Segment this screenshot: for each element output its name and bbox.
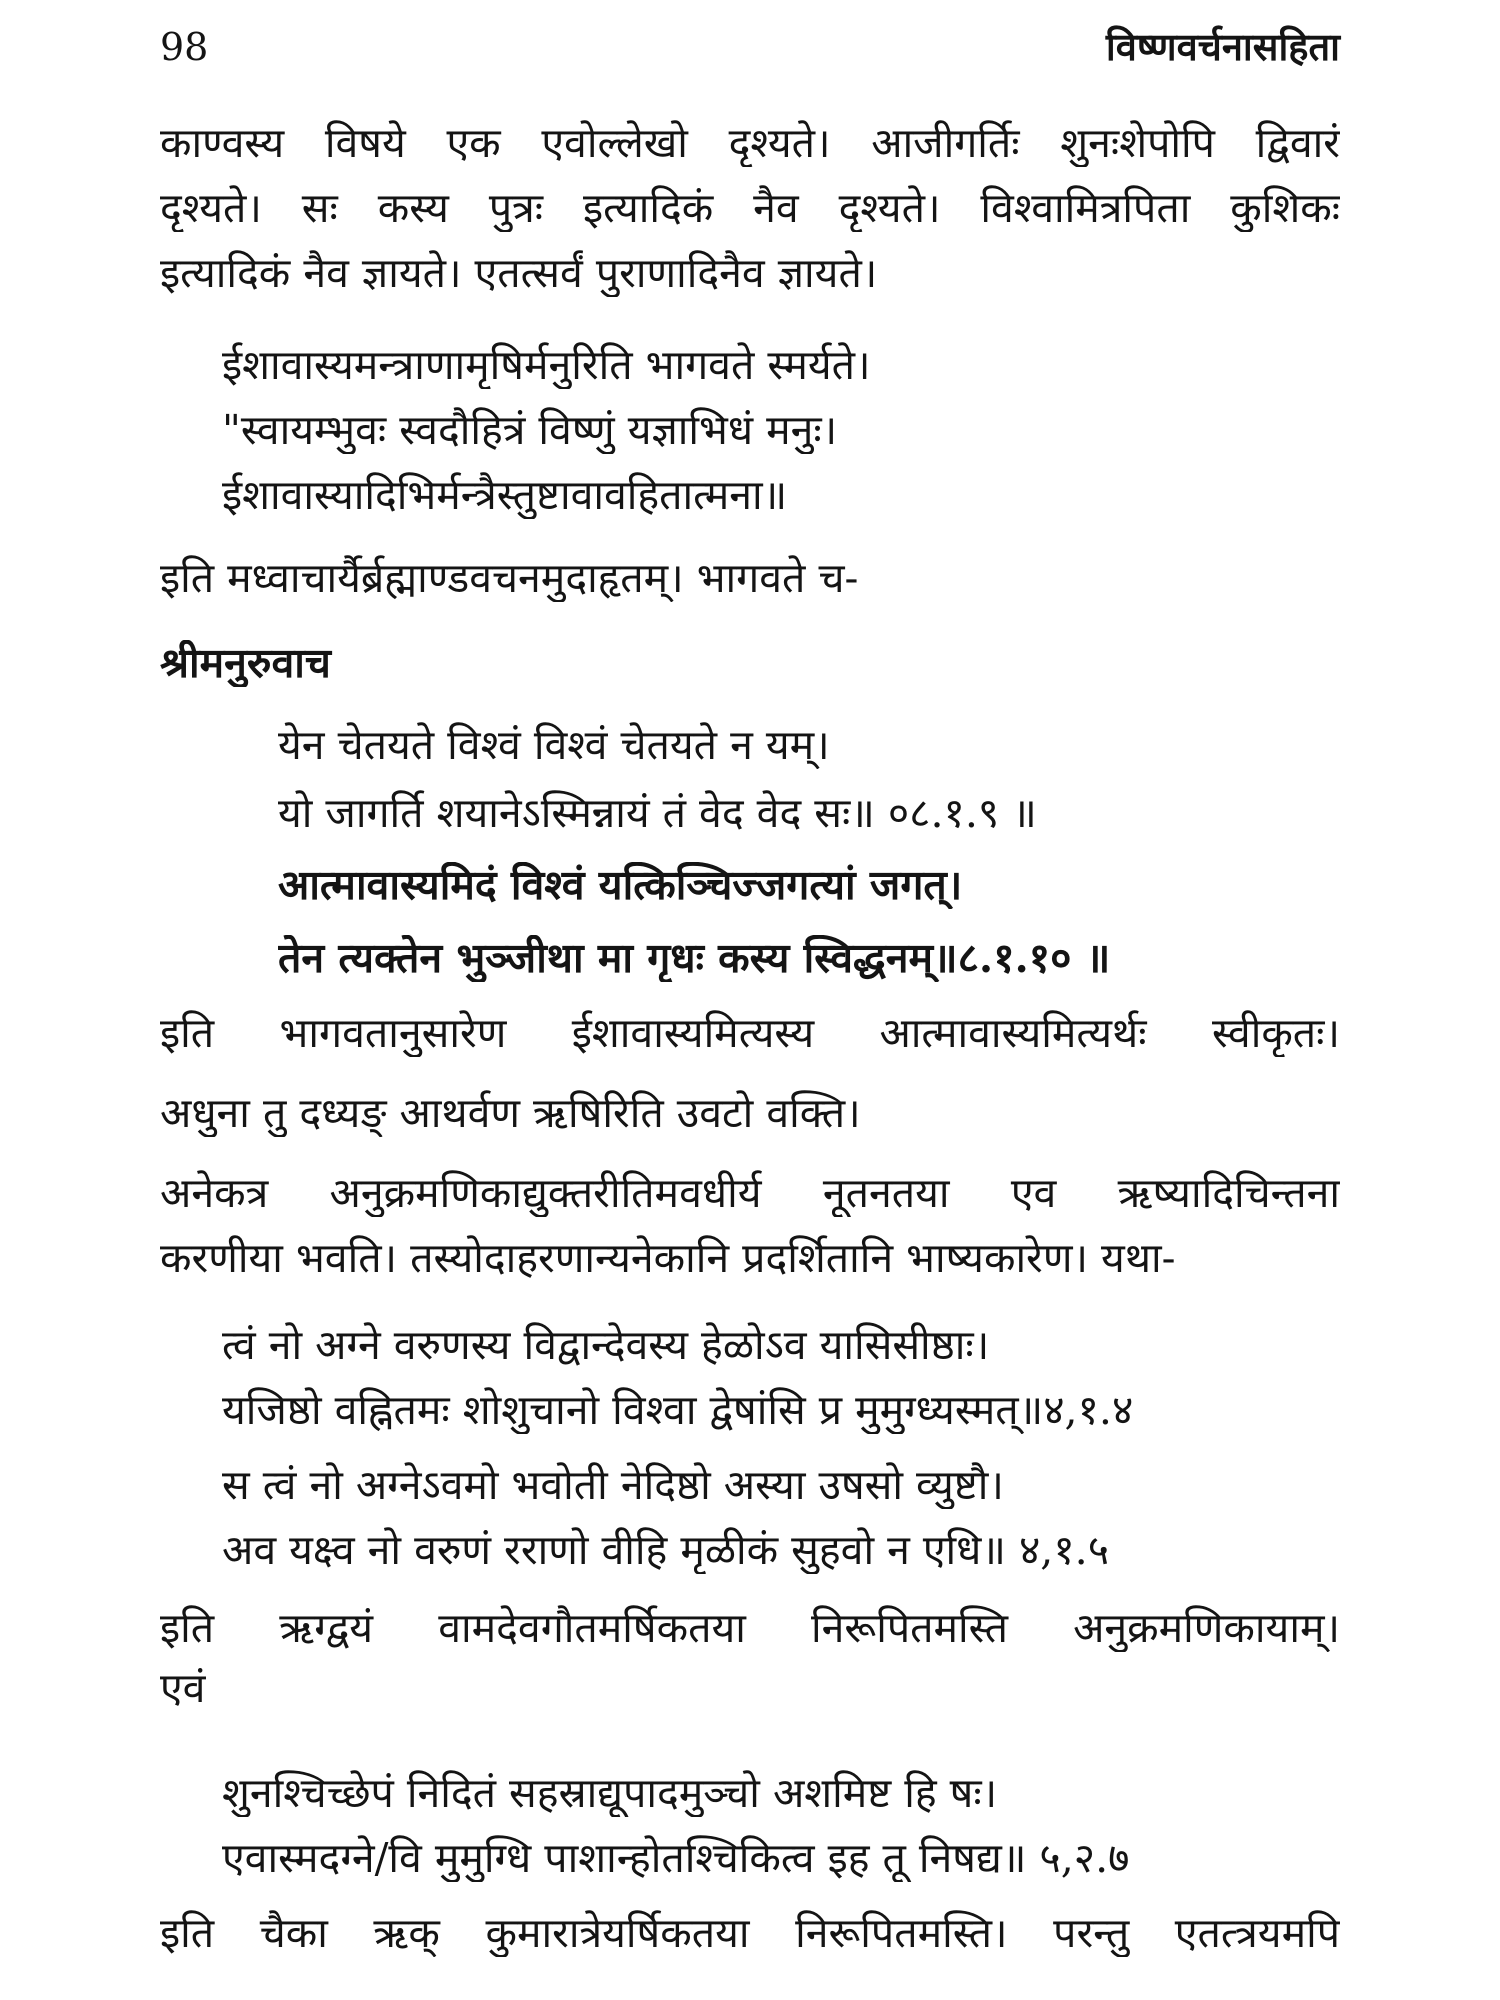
verse-line: त्वं नो अग्ने वरुणस्य विद्वान्देवस्य हेळोऽव यासिसीष्ठाः। bbox=[222, 1322, 990, 1369]
prose-line: इति चैका ऋक् कुमारात्रेयर्षिकतया निरूपितमस्ति। परन्तु एतत्त्रयमपि bbox=[160, 1910, 1340, 1957]
verse-line-bold: आत्मावास्यमिदं विश्वं यत्किञ्चिज्जगत्यां जगत्। bbox=[278, 862, 963, 909]
prose-line: इति भागवतानुसारेण ईशावास्यमित्यस्य आत्मावास्यमित्यर्थः स्वीकृतः। bbox=[160, 1010, 1340, 1057]
page-number: 98 bbox=[160, 25, 209, 69]
verse-line: एवास्मदग्ने/वि मुमुग्धि पाशान्होतश्चिकित्व इह तू निषद्य॥ ५,२.७ bbox=[222, 1835, 1130, 1882]
prose-line: अनेकत्र अनुक्रमणिकाद्युक्तरीतिमवधीर्य नूतनतया एव ऋष्यादिचिन्तना bbox=[160, 1170, 1340, 1217]
prose-line: इति ऋग्द्वयं वामदेवगौतमर्षिकतया निरूपितमस्ति अनुक्रमणिकायाम्। bbox=[160, 1605, 1340, 1652]
verse-line: "स्वायम्भुवः स्वदौहित्रं विष्णुं यज्ञाभिधं मनुः। bbox=[222, 407, 838, 454]
verse-line: ईशावास्यादिभिर्मन्त्रैस्तुष्टावावहितात्मना॥ bbox=[222, 472, 788, 519]
verse-line: येन चेतयते विश्वं विश्वं चेतयते न यम्। bbox=[278, 722, 830, 769]
quoted-line: ईशावास्यमन्त्राणामृषिर्मनुरिति भागवते स्मर्यते। bbox=[222, 342, 871, 389]
speaker-heading: श्रीमनुरुवाच bbox=[160, 640, 331, 687]
prose-line: करणीया भवति। तस्योदाहरणान्यनेकानि प्रदर्शितानि भाष्यकारेण। यथा- bbox=[160, 1235, 1176, 1282]
verse-line-bold: तेन त्यक्तेन भुञ्जीथा मा गृधः कस्य स्विद्धनम्॥८.१.१० ॥ bbox=[278, 935, 1111, 982]
verse-line: शुनश्चिच्छेपं निदितं सहस्राद्यूपादमुञ्चो अशमिष्ट हि षः। bbox=[222, 1770, 998, 1817]
verse-line: यजिष्ठो वह्नितमः शोशुचानो विश्वा द्वेषांसि प्र मुमुग्ध्यस्मत्॥४,१.४ bbox=[222, 1387, 1134, 1434]
prose-line: इत्यादिकं नैव ज्ञायते। एतत्सर्वं पुराणादिनैव ज्ञायते। bbox=[160, 250, 878, 297]
prose-line: एवं bbox=[160, 1665, 206, 1712]
prose-line: काण्वस्य विषये एक एवोल्लेखो दृश्यते। आजीगर्तिः शुनःशेपोपि द्विवारं bbox=[160, 120, 1340, 167]
verse-line: यो जागर्ति शयानेऽस्मिन्नायं तं वेद वेद सः॥ ०८.१.९ ॥ bbox=[278, 790, 1037, 837]
verse-line: स त्वं नो अग्नेऽवमो भवोती नेदिष्ठो अस्या उषसो व्युष्टौ। bbox=[222, 1462, 1004, 1509]
verse-line: अव यक्ष्व नो वरुणं रराणो वीहि मृळीकं सुहवो न एधि॥ ४,१.५ bbox=[222, 1527, 1110, 1574]
prose-line: अधुना तु दध्यङ् आथर्वण ऋषिरिति उवटो वक्ति। bbox=[160, 1090, 861, 1137]
running-title: विष्णवर्चनासहिता bbox=[1105, 24, 1340, 69]
prose-line: इति मध्वाचार्यैर्ब्रह्माण्डवचनमुदाहृतम्। भागवते च- bbox=[160, 555, 859, 602]
prose-line: दृश्यते। सः कस्य पुत्रः इत्यादिकं नैव दृश्यते। विश्वामित्रपिता कुशिकः bbox=[160, 185, 1340, 232]
